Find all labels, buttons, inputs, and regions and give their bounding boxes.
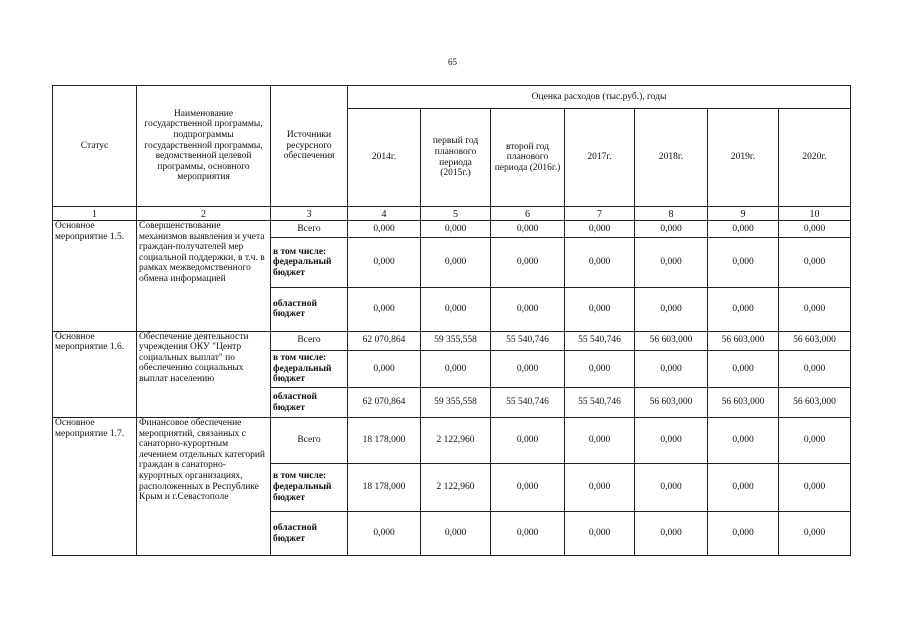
table-row (53, 331, 851, 350)
source-cell: в том числе: федеральный бюджет (271, 463, 348, 512)
source-cell: Всего (271, 331, 348, 350)
value-cell: 55 540,746 (565, 331, 635, 350)
value-cell: 0,000 (348, 238, 421, 288)
value-cell: 0,000 (565, 512, 635, 556)
value-cell: 0,000 (708, 512, 779, 556)
value-cell: 0,000 (708, 238, 779, 288)
value-cell: 0,000 (635, 512, 708, 556)
value-cell: 18 178,000 (348, 463, 421, 512)
value-cell: 0,000 (421, 238, 491, 288)
value-cell: 0,000 (491, 238, 565, 288)
column-index: 4 (348, 206, 421, 220)
source-cell: Всего (271, 417, 348, 463)
column-index-row (53, 206, 851, 220)
status-cell: Основное мероприятие 1.6. (53, 331, 137, 417)
value-cell: 0,000 (565, 350, 635, 388)
column-index: 5 (421, 206, 491, 220)
column-index: 8 (635, 206, 708, 220)
value-cell: 0,000 (779, 463, 851, 512)
value-cell: 0,000 (348, 287, 421, 331)
value-cell: 0,000 (635, 350, 708, 388)
table-row (53, 220, 851, 237)
header-year: 2020г. (779, 109, 851, 206)
value-cell: 0,000 (421, 512, 491, 556)
value-cell: 0,000 (779, 287, 851, 331)
value-cell: 0,000 (491, 512, 565, 556)
column-index: 3 (271, 206, 348, 220)
expenditure-table (52, 85, 851, 556)
value-cell: 55 540,746 (565, 388, 635, 417)
value-cell: 0,000 (491, 350, 565, 388)
source-cell: в том числе: федеральный бюджет (271, 238, 348, 288)
value-cell: 59 355,558 (421, 331, 491, 350)
value-cell: 0,000 (635, 417, 708, 463)
value-cell: 0,000 (421, 287, 491, 331)
header-status: Статус (53, 86, 137, 207)
value-cell: 0,000 (635, 238, 708, 288)
header-year: первый год планового периода (2015г.) (421, 109, 491, 206)
header-year: 2017г. (565, 109, 635, 206)
column-index: 6 (491, 206, 565, 220)
source-cell: областной бюджет (271, 388, 348, 417)
header-estimate: Оценка расходов (тыс.руб.), годы (348, 86, 851, 109)
value-cell: 0,000 (565, 463, 635, 512)
value-cell: 0,000 (779, 417, 851, 463)
value-cell: 56 603,000 (779, 331, 851, 350)
column-index: 2 (137, 206, 271, 220)
value-cell: 62 070,864 (348, 388, 421, 417)
value-cell: 0,000 (348, 220, 421, 237)
value-cell: 56 603,000 (635, 331, 708, 350)
value-cell: 56 603,000 (708, 331, 779, 350)
header-year: 2014г. (348, 109, 421, 206)
value-cell: 0,000 (635, 220, 708, 237)
value-cell: 0,000 (779, 512, 851, 556)
header-year: 2018г. (635, 109, 708, 206)
value-cell: 0,000 (348, 350, 421, 388)
value-cell: 0,000 (779, 220, 851, 237)
value-cell: 0,000 (708, 417, 779, 463)
column-index: 7 (565, 206, 635, 220)
value-cell: 0,000 (491, 220, 565, 237)
value-cell: 56 603,000 (708, 388, 779, 417)
value-cell: 0,000 (708, 463, 779, 512)
header-name: Наименование государственной программы, подпрограммы государственной программы, ведомственной целевой программы, основного мероприятия (137, 86, 271, 207)
value-cell: 0,000 (491, 417, 565, 463)
source-cell: Всего (271, 220, 348, 237)
value-cell: 55 540,746 (491, 388, 565, 417)
value-cell: 0,000 (635, 287, 708, 331)
header-year: 2019г. (708, 109, 779, 206)
value-cell: 18 178,000 (348, 417, 421, 463)
value-cell: 56 603,000 (779, 388, 851, 417)
column-index: 1 (53, 206, 137, 220)
activity-name-cell: Финансовое обеспечение мероприятий, связанных с санаторно-курортным лечением отдельных категорий граждан в санаторно-курортных организациях, расположенных в Республике Крым и г.Севастополе (137, 417, 271, 555)
column-index: 10 (779, 206, 851, 220)
value-cell: 0,000 (635, 463, 708, 512)
source-cell: областной бюджет (271, 512, 348, 556)
value-cell: 2 122,960 (421, 417, 491, 463)
value-cell: 0,000 (565, 287, 635, 331)
value-cell: 0,000 (708, 220, 779, 237)
value-cell: 0,000 (708, 287, 779, 331)
value-cell: 55 540,746 (491, 331, 565, 350)
value-cell: 0,000 (491, 463, 565, 512)
header-year: второй год планового периода (2016г.) (491, 109, 565, 206)
value-cell: 62 070,864 (348, 331, 421, 350)
value-cell: 0,000 (421, 220, 491, 237)
activity-name-cell: Обеспечение деятельности учреждения ОКУ "Центр социальных выплат" по обеспечению социальных выплат населению (137, 331, 271, 417)
value-cell: 2 122,960 (421, 463, 491, 512)
activity-name-cell: Совершенствование механизмов выявления и учета граждан-получателей мер социальной поддержки, в т.ч. в рамках межведомственного обмена информацией (137, 220, 271, 331)
value-cell: 0,000 (779, 238, 851, 288)
column-index: 9 (708, 206, 779, 220)
table-row (53, 417, 851, 463)
value-cell: 0,000 (779, 350, 851, 388)
source-cell: областной бюджет (271, 287, 348, 331)
status-cell: Основное мероприятие 1.5. (53, 220, 137, 331)
value-cell: 0,000 (565, 220, 635, 237)
value-cell: 59 355,558 (421, 388, 491, 417)
value-cell: 0,000 (421, 350, 491, 388)
source-cell: в том числе: федеральный бюджет (271, 350, 348, 388)
value-cell: 56 603,000 (635, 388, 708, 417)
header-sources: Источники ресурсного обеспечения (271, 86, 348, 207)
value-cell: 0,000 (491, 287, 565, 331)
page-number: 65 (448, 57, 457, 67)
value-cell: 0,000 (565, 238, 635, 288)
value-cell: 0,000 (348, 512, 421, 556)
value-cell: 0,000 (565, 417, 635, 463)
value-cell: 0,000 (708, 350, 779, 388)
status-cell: Основное мероприятие 1.7. (53, 417, 137, 555)
header-row (53, 86, 851, 109)
